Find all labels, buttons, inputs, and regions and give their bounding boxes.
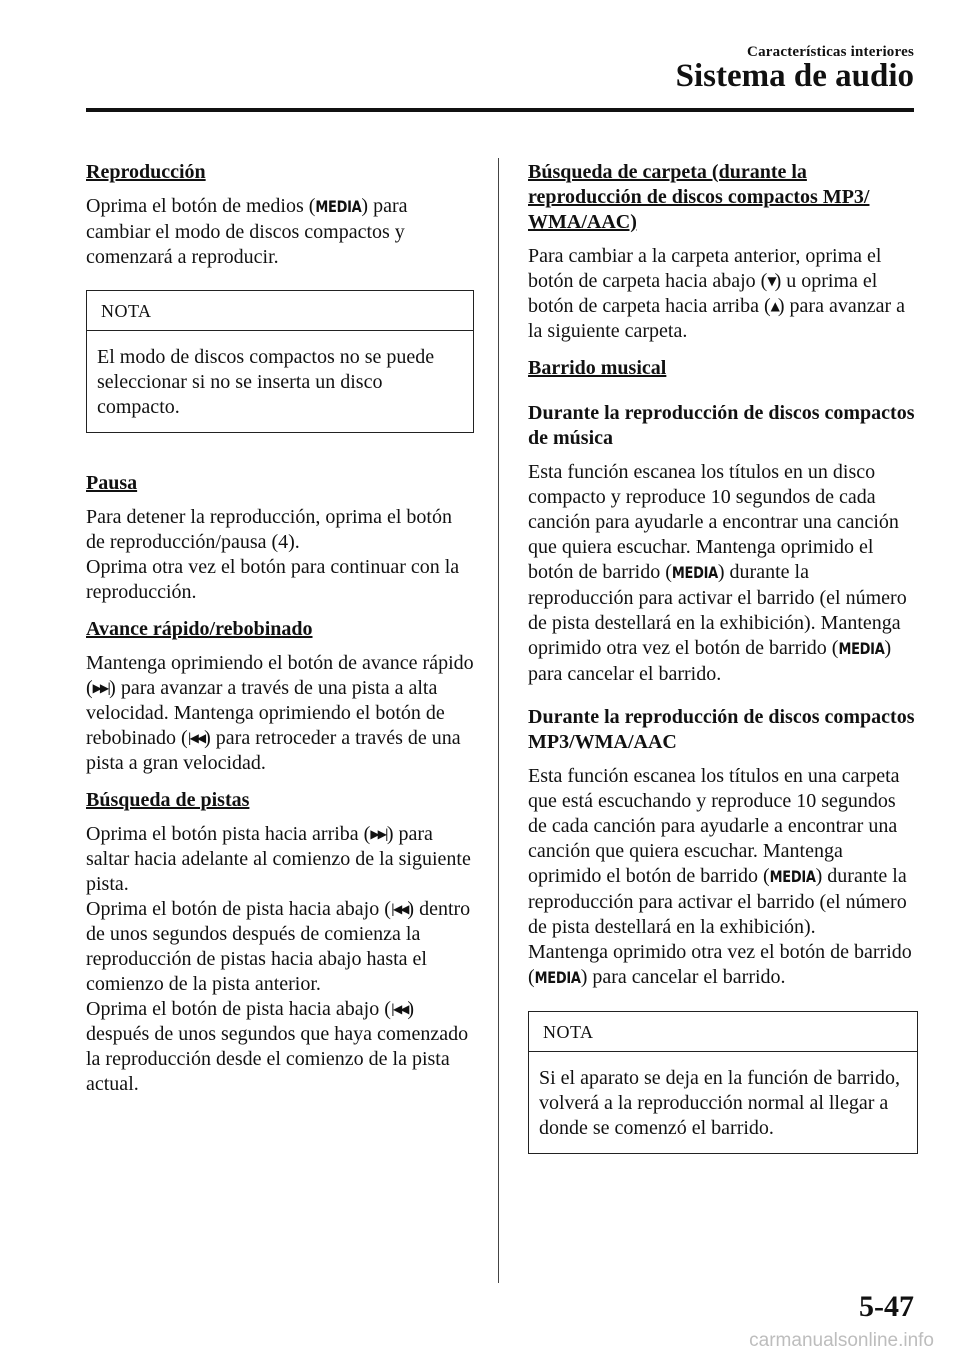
heading-barrido: Barrido musical: [528, 357, 667, 379]
track-up-icon: ▶▶|: [92, 681, 110, 695]
media-button-icon: MEDIA: [534, 969, 581, 988]
header-rule: [86, 108, 914, 112]
header-section: Características interiores: [747, 44, 914, 60]
note-label: NOTA: [529, 1012, 917, 1052]
right-column: [528, 160, 918, 1166]
page-number: 5-47: [859, 1290, 914, 1323]
paragraph-busqueda-carpeta: Para cambiar a la carpeta anterior, oprima el botón de carpeta hacia abajo (▼) u oprima el botón de carpeta hacia arriba (▲) para avanzar a la siguiente carpeta.: [528, 245, 905, 342]
paragraph-reproduccion: Oprima el botón de medios (MEDIA) para cambiar el modo de discos compactos y comenzará a reproducir.: [86, 194, 474, 270]
heading-reproduccion: Reproducción: [86, 161, 206, 183]
paragraph-pausa: Para detener la reproducción, oprima el botón de reproducción/pausa (4). Oprima otra vez el botón para continuar con la reproducción.: [86, 506, 460, 603]
paragraph-barrido-mp3: Esta función escanea los títulos en una carpeta que está escuchando y reproduce 10 segundos de cada canción para ayudarle a encontrar una canción que quiera escuchar. Mantenga oprimido el botón de barrido (MEDIA) durante la reproducción para activar el barrido (el número de pista destellará en la exhibición). Mantenga oprimido otra vez el botón de barrido (MEDIA) para cancelar el barrido.: [528, 764, 918, 991]
media-button-icon: MEDIA: [315, 198, 362, 217]
subheading-discos-musica: Durante la reproducción de discos compactos de música: [528, 402, 915, 449]
track-down-icon: |◀◀: [390, 902, 408, 916]
folder-up-icon: ▲: [770, 299, 778, 313]
heading-busqueda-pistas: Búsqueda de pistas: [86, 789, 250, 811]
paragraph-barrido-musica: Esta función escanea los títulos en un disco compacto y reproduce 10 segundos de cada canción para ayudarle a encontrar una canción que quiera escuchar. Mantenga oprimido el botón de barrido (MEDIA) durante la reproducción para activar el barrido (el número de pista destellará en la exhibición). Mantenga oprimido otra vez el botón de barrido (MEDIA) para cancelar el barrido.: [528, 461, 907, 685]
note-text: Si el aparato se deja en la función de barrido, volverá a la reproducción normal al llegar a donde se comenzó el barrido.: [539, 1067, 900, 1139]
heading-pausa: Pausa: [86, 472, 138, 494]
paragraph-avance: Mantenga oprimiendo el botón de avance rápido (▶▶|) para avanzar a través de una pista a alta velocidad. Mantenga oprimiendo el botón de rebobinado (|◀◀) para retroceder a través de una pista a gran velocidad.: [86, 652, 474, 774]
column-divider: [498, 158, 499, 1283]
heading-avance: Avance rápido/rebobinado: [86, 618, 313, 640]
track-up-icon: ▶▶|: [370, 827, 387, 841]
track-down-icon: |◀◀: [390, 1002, 408, 1016]
note-box-1: [86, 290, 474, 433]
paragraph-busqueda-pistas: Oprima el botón pista hacia arriba (▶▶|) para saltar hacia adelante al comienzo de la siguiente pista. Oprima el botón de pista hacia abajo (|◀◀) dentro de unos segundos después de comienza la reproducción de pistas hacia abajo hasta el comienzo de la pista anterior. Oprima el botón de pista hacia abajo (|◀◀) después de unos segundos que haya comenzado la reproducción desde el comienzo de la pista actual.: [86, 823, 471, 1095]
track-down-icon: |◀◀: [187, 731, 205, 745]
media-button-icon: MEDIA: [671, 564, 718, 583]
watermark: carmanualsonline.info: [749, 1330, 934, 1351]
note-label: NOTA: [87, 291, 473, 331]
media-button-icon: MEDIA: [838, 640, 885, 659]
left-column: [86, 160, 474, 1109]
subheading-discos-mp3: Durante la reproducción de discos compactos MP3/WMA/AAC: [528, 706, 915, 753]
page-title: Sistema de audio: [675, 58, 914, 94]
folder-down-icon: ▼: [767, 274, 775, 288]
note-text: El modo de discos compactos no se puede seleccionar si no se inserta un disco compacto.: [97, 346, 435, 418]
note-box-2: [528, 1011, 918, 1154]
media-button-icon: MEDIA: [769, 868, 816, 887]
heading-busqueda-carpeta: Búsqueda de carpeta (durante la reproducción de discos compactos MP3/ WMA/AAC): [528, 161, 870, 233]
